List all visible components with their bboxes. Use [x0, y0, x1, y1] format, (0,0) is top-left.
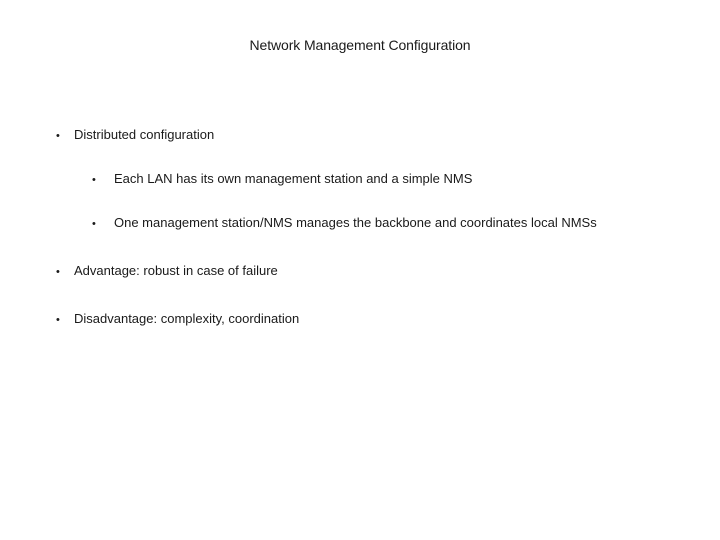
sub-bullet-text: One management station/NMS manages the backbone and coordinates local NMSs [114, 215, 597, 230]
sub-bullet-text: Each LAN has its own management station and a simple NMS [114, 171, 473, 186]
bullet-text: Advantage: robust in case of failure [74, 263, 278, 278]
bullet-dot-icon: • [56, 130, 60, 142]
bullet-dot-icon: • [92, 174, 96, 186]
bullet-text: Disadvantage: complexity, coordination [74, 311, 300, 326]
bullet-disadvantage [56, 311, 299, 326]
sub-bullet-one-management-station [92, 215, 597, 230]
bullet-advantage [56, 263, 278, 278]
bullet-dot-icon: • [56, 266, 60, 278]
bullet-dot-icon: • [56, 314, 60, 326]
bullet-dot-icon: • [92, 218, 96, 230]
bullet-text: Distributed configuration [74, 127, 215, 142]
slide-title: Network Management Configuration [249, 37, 471, 53]
bullet-distributed-configuration [56, 127, 214, 142]
sub-bullet-each-lan [92, 171, 472, 186]
